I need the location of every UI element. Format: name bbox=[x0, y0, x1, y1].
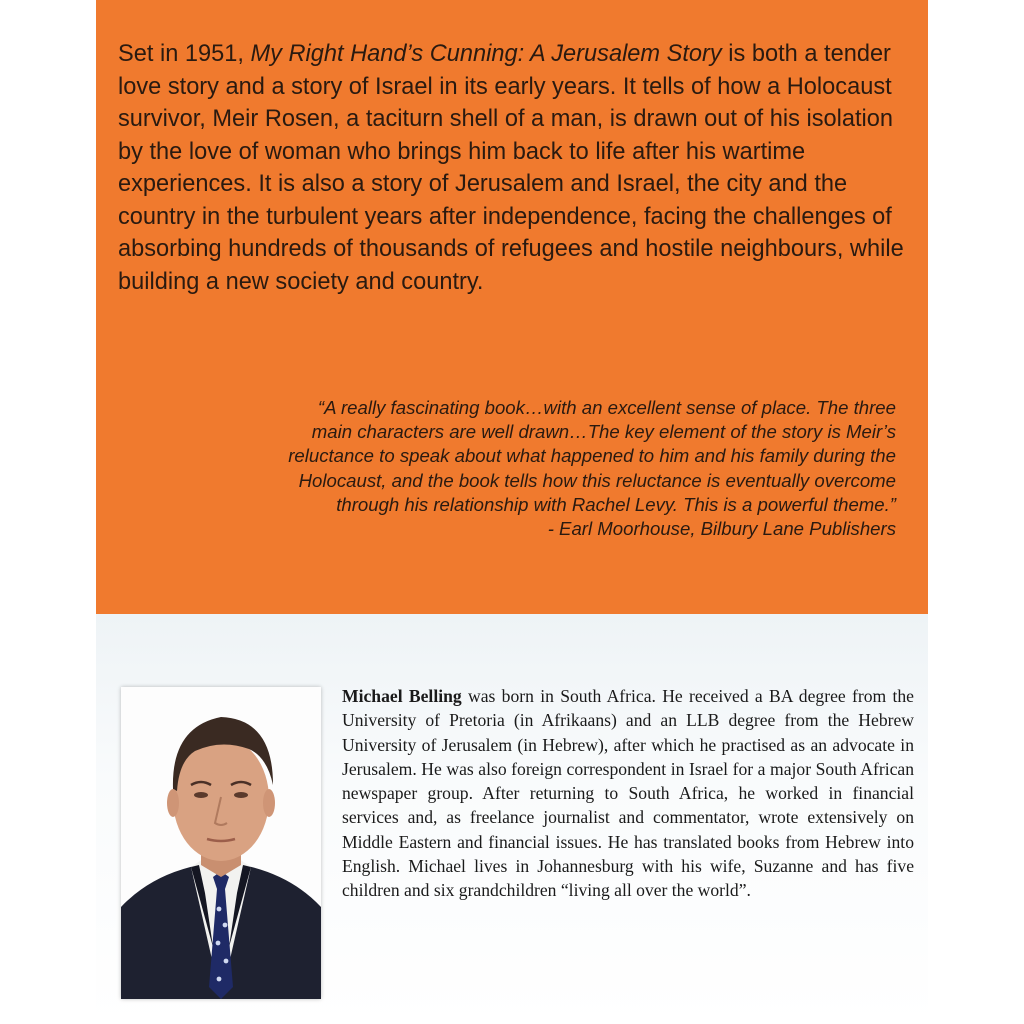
orange-panel bbox=[96, 0, 928, 614]
review-line: Holocaust, and the book tells how this reluctance is eventually overcome bbox=[298, 469, 896, 491]
book-title: My Right Hand’s Cunning: A Jerusalem Story bbox=[250, 41, 722, 67]
review-attribution: - Earl Moorhouse, Bilbury Lane Publishers bbox=[547, 518, 896, 540]
review-line: through his relationship with Rachel Levy. This is a powerful theme.” bbox=[336, 493, 896, 515]
author-photo bbox=[121, 687, 321, 999]
author-name: Michael Belling bbox=[342, 686, 462, 706]
review-line: reluctance to speak about what happened to him and his family during the bbox=[288, 445, 896, 467]
book-back-cover bbox=[96, 0, 928, 1024]
blurb-lead: Set in 1951, bbox=[118, 41, 251, 67]
review-line: “A really fascinating book…with an excellent sense of place. The three bbox=[317, 397, 896, 418]
author-portrait-image bbox=[121, 687, 321, 999]
review-quote bbox=[136, 396, 896, 541]
author-section bbox=[96, 614, 928, 1024]
author-bio-text: was born in South Africa. He received a BA degree from the University of Pretoria (in Afrikaans) and an LLB degree from the Hebrew University of Jerusalem (in Hebrew), after which he practised as an advocate in Jerusalem. He was also foreign correspondent in Israel for a major South African newspaper group. After returning to South Africa, he worked in financial services and, as freelance journalist and commentator, wrote extensively on Middle Eastern and financial issues. He has translated books from Hebrew into English. Michael lives in Johannesburg with his wife, Suzanne and has five children and six grandchildren “living all over the world”. bbox=[342, 686, 914, 901]
book-blurb bbox=[118, 38, 908, 298]
blurb-text: is both a tender love story and a story of Israel in its early years. It tells of how a Holocaust survivor, Meir Rosen, a taciturn shell of a man, is drawn out of his isolation by the love of woman who brings him back to life after his wartime experiences. It is also a story of Jerusalem and Israel, the city and the country in the turbulent years after independence, facing the challenges of absorbing hundreds of thousands of refugees and hostile neighbours, while building a new society and country. bbox=[118, 41, 904, 295]
review-line: main characters are well drawn…The key element of the story is Meir’s bbox=[311, 421, 896, 443]
author-bio bbox=[342, 684, 914, 903]
